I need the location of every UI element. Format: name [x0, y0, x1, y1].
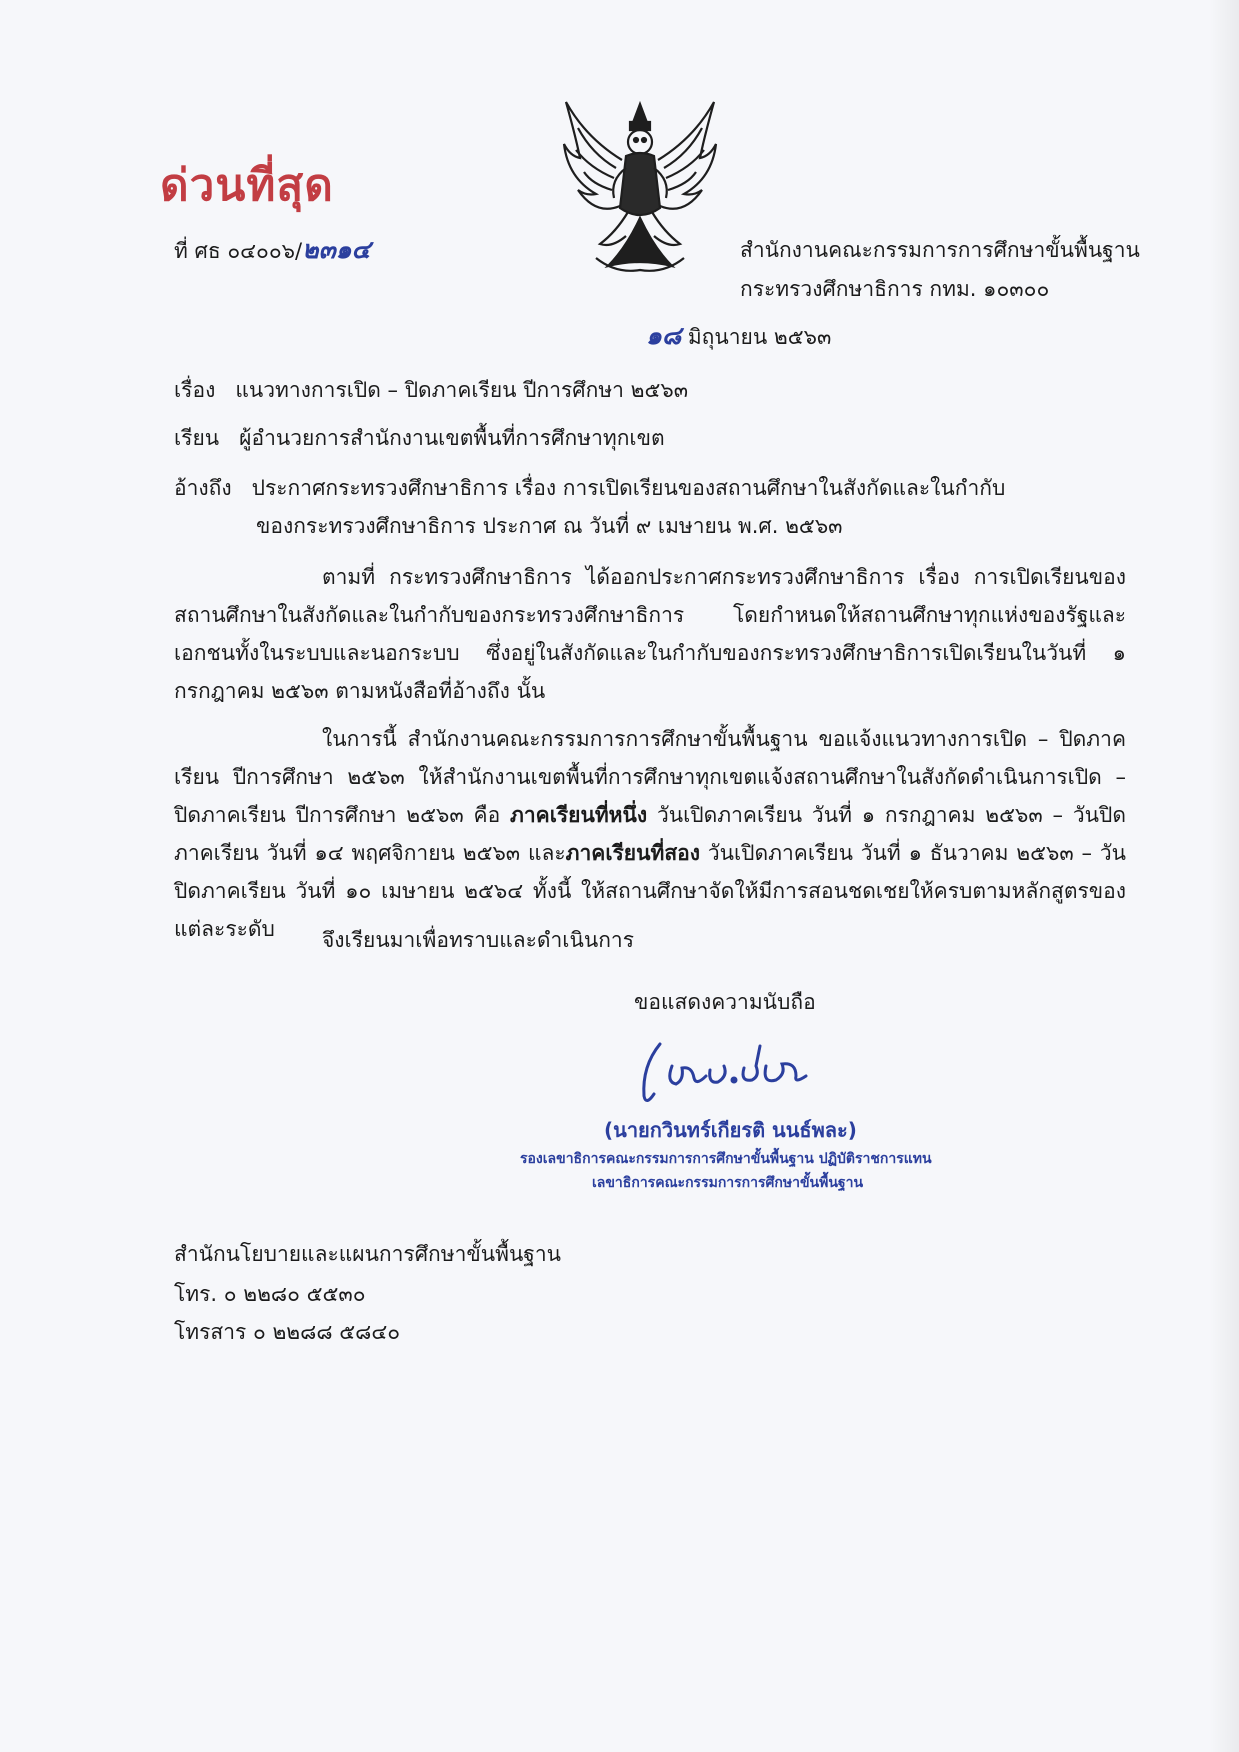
recipient-label: เรียน	[174, 426, 220, 450]
signatory-position-2: เลขาธิการคณะกรรมการการศึกษาขั้นพื้นฐาน	[592, 1175, 864, 1191]
subject-label: เรื่อง	[174, 378, 216, 402]
scan-edge-shadow	[1209, 0, 1239, 1752]
semester-one-label: ภาคเรียนที่หนึ่ง	[510, 803, 648, 827]
body-paragraph-1: ตามที่ กระทรวงศึกษาธิการ ได้ออกประกาศกระทรวงศึกษาธิการ เรื่อง การเปิดเรียนของสถานศึกษาในสังกัดและในกำกับของกระทรวงศึกษาธิการ โดยกำหนดให้สถานศึกษาทุกแห่งของรัฐและเอกชนทั้งในระบบและนอกระบบ ซึ่งอยู่ในสังกัดและในกำกับของกระทรวงศึกษาธิการเปิดเรียนในวันที่ ๑ กรกฎาคม ๒๕๖๓ ตามหนังสือที่อ้างถึง นั้น	[174, 565, 1126, 703]
handwritten-signature	[636, 1036, 826, 1108]
garuda-emblem-icon	[556, 98, 724, 280]
subject-line	[174, 376, 688, 404]
date-day-handwritten: ๑๘	[646, 321, 682, 350]
reference-number-handwritten: ๒๓๑๔	[302, 235, 371, 264]
recipient-text: ผู้อำนวยการสำนักงานเขตพื้นที่การศึกษาทุกเขต	[239, 426, 665, 450]
footer-phone: โทร. ๐ ๒๒๘๐ ๕๕๓๐	[174, 1282, 366, 1306]
signatory-position-1: รองเลขาธิการคณะกรรมการการศึกษาขั้นพื้นฐาน ปฏิบัติราชการแทน	[520, 1151, 932, 1167]
reference-text-2: ของกระทรวงศึกษาธิการ ประกาศ ณ วันที่ ๙ เมษายน พ.ศ. ๒๕๖๓	[256, 514, 843, 538]
subject-text: แนวทางการเปิด – ปิดภาคเรียน ปีการศึกษา ๒๕๖๓	[235, 378, 689, 402]
signatory-name: (นายกวินทร์เกียรติ นนธ์พละ)	[604, 1118, 857, 1142]
reference-number-label: ที่ ศธ ๐๔๐๐๖/	[174, 239, 303, 263]
salutation: ขอแสดงความนับถือ	[634, 990, 816, 1014]
semester-two-label: ภาคเรียนที่สอง	[565, 841, 700, 865]
footer-fax: โทรสาร ๐ ๒๒๘๘ ๕๘๔๐	[174, 1320, 401, 1344]
paragraph-2-part-b: วันเปิดภาคเรียน วันที่ ๑ กรกฎาคม ๒๕๖๓ – วันปิดภาคเรียน วันที่ ๑๔ พฤศจิกายน ๒๕๖๓ และ	[174, 803, 1126, 865]
body-paragraph-2	[174, 720, 1126, 948]
sender-address: กระทรวงศึกษาธิการ กทม. ๑๐๓๐๐	[740, 277, 1050, 301]
reference-line-1	[174, 474, 1005, 502]
date-month-year: มิถุนายน ๒๕๖๓	[687, 325, 832, 349]
reference-label: อ้างถึง	[174, 476, 232, 500]
paragraph-2-part-a: ในการนี้ สำนักงานคณะกรรมการการศึกษาขั้นพื้นฐาน ขอแจ้งแนวทางการเปิด – ปิดภาคเรียน ปีการศึกษา ๒๕๖๓ ให้สำนักงานเขตพื้นที่การศึกษาทุกเขตแจ้งสถานศึกษาในสังกัดดำเนินการเปิด – ปิดภาคเรียน ปีการศึกษา ๒๕๖๓ คือ	[174, 727, 1126, 827]
reference-number	[174, 236, 370, 265]
sender-office: สำนักงานคณะกรรมการการศึกษาขั้นพื้นฐาน	[740, 238, 1140, 262]
reference-text-1: ประกาศกระทรวงศึกษาธิการ เรื่อง การเปิดเรียนของสถานศึกษาในสังกัดและในกำกับ	[251, 476, 1006, 500]
letter-date	[646, 322, 831, 351]
footer-unit: สำนักนโยบายและแผนการศึกษาขั้นพื้นฐาน	[174, 1242, 562, 1266]
recipient-line	[174, 424, 665, 452]
paragraph-2-part-c: วันเปิดภาคเรียน วันที่ ๑ ธันวาคม ๒๕๖๓ – วันปิดภาคเรียน วันที่ ๑๐ เมษายน ๒๕๖๔ ทั้งนี้ ให้สถานศึกษาจัดให้มีการสอนชดเชยให้ครบตามหลักสูตรของแต่ละระดับ	[174, 841, 1126, 941]
urgency-stamp: ด่วนที่สุด	[160, 160, 334, 211]
closing-request: จึงเรียนมาเพื่อทราบและดำเนินการ	[322, 928, 634, 952]
